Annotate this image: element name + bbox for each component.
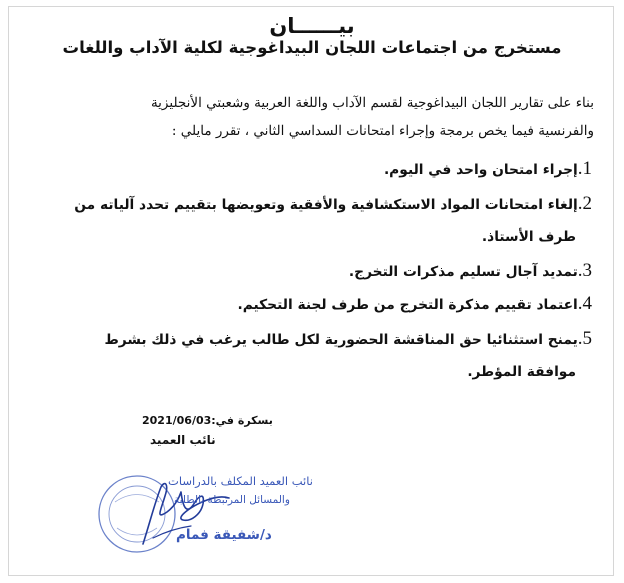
- decision-text: يمنح استثنائيا حق المناقشة الحضورية لكل طالب يرغب في ذلك بشرط: [104, 332, 578, 348]
- decision-number: 4.: [577, 293, 592, 314]
- decision-item: [27, 260, 592, 282]
- document-title: بيــــــان: [269, 14, 355, 38]
- signature-place-date: بسكرة في:2021/06/03: [142, 414, 273, 427]
- decision-item: [27, 193, 592, 215]
- decision-text: اعتماد تقييم مذكرة التخرج من طرف لجنة التحكيم.: [237, 297, 578, 313]
- decision-number: 2.: [577, 193, 592, 214]
- stamp-line-2: والمسائل المرتبطة بالطلبة: [174, 494, 290, 506]
- decision-item: [27, 293, 592, 315]
- decision-text: تمديد آجال تسليم مذكرات التخرج.: [348, 264, 578, 280]
- stamp-line-1: نائب العميد المكلف بالدراسات: [168, 474, 313, 488]
- decision-continuation: موافقة المؤطر.: [467, 364, 576, 380]
- decision-item: [27, 328, 592, 350]
- decision-number: 1.: [577, 158, 592, 179]
- document-subtitle: مستخرج من اجتماعات اللجان البيداغوجية لكلية الآداب واللغات: [62, 38, 562, 57]
- decision-text: إلغاء امتحانات المواد الاستكشافية والأفقية وتعويضها بتقييم تحدد آلياته من: [74, 197, 578, 213]
- decision-number: 5.: [577, 328, 592, 349]
- decision-text: إجراء امتحان واحد في اليوم.: [383, 162, 578, 178]
- intro-line-1: بناء على تقارير اللجان البيداغوجية لقسم الآداب واللغة العربية وشعبتي الأنجليزية: [150, 95, 594, 111]
- decision-item: [27, 158, 592, 180]
- decision-number: 3.: [577, 260, 592, 281]
- signature-role: نائب العميد: [150, 433, 216, 447]
- stamp-name: د/شفيقة فمام: [176, 527, 272, 543]
- decision-continuation: طرف الأستاذ.: [481, 229, 576, 245]
- intro-line-2: والفرنسية فيما يخص برمجة وإجراء امتحانات السداسي الثاني ، تقرر مايلي :: [171, 123, 594, 139]
